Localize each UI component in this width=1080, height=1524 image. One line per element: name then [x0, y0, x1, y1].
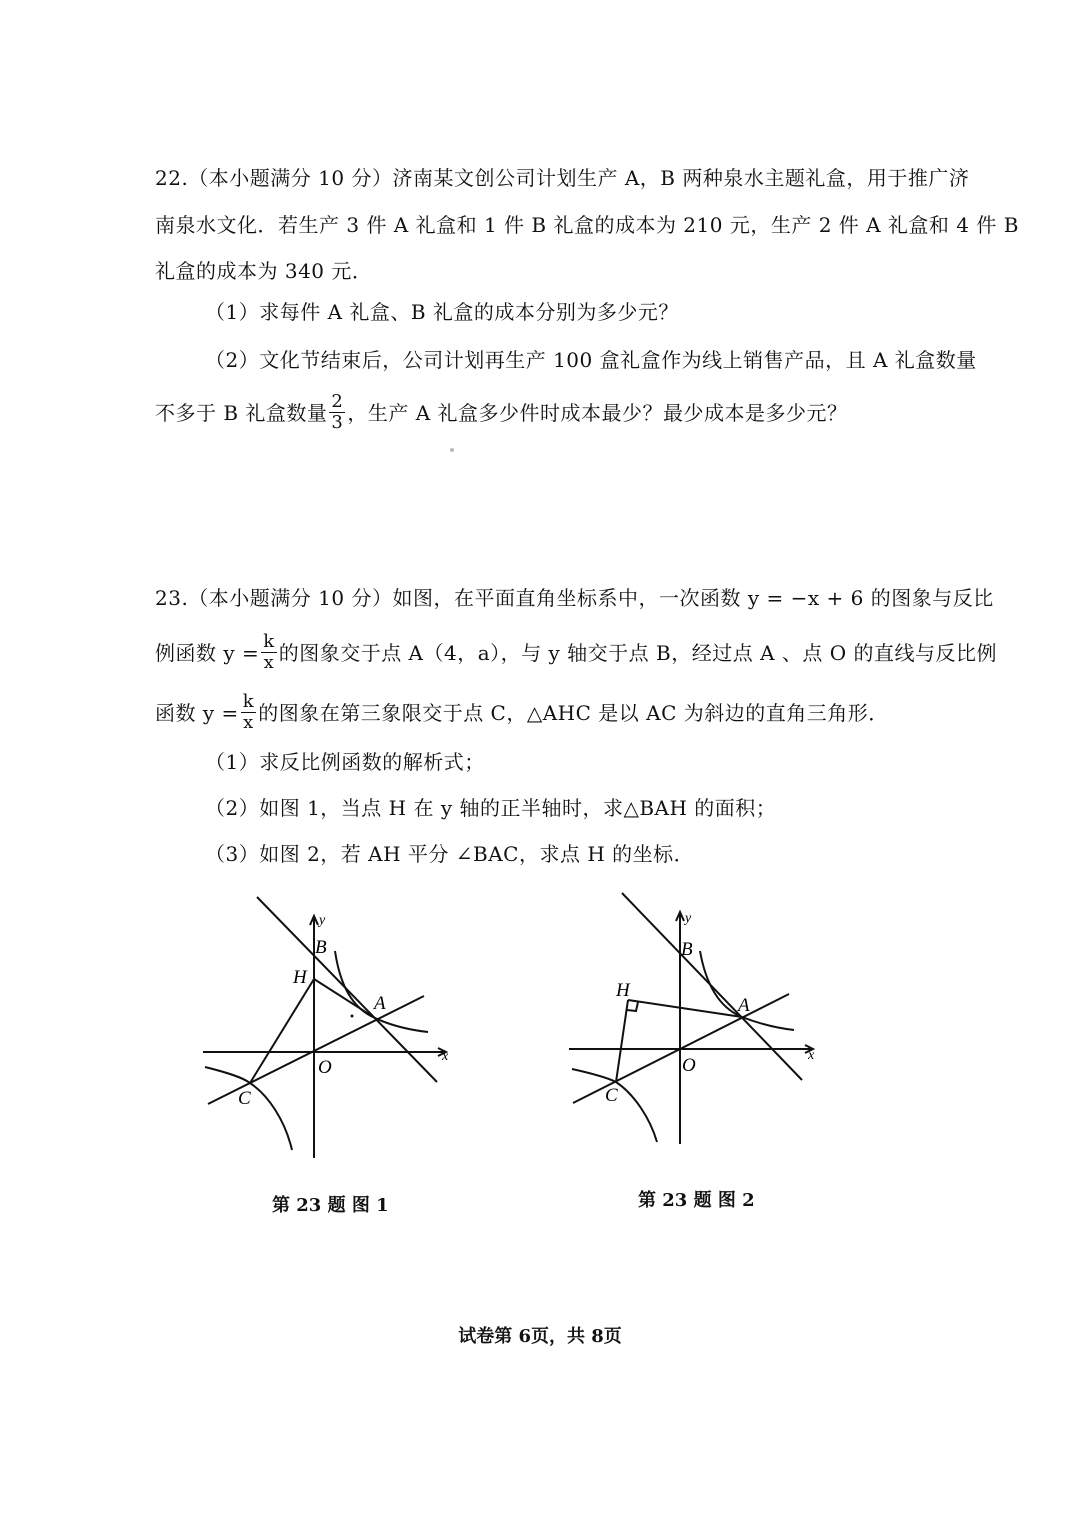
page-footer: 试卷第 6页，共 8页 — [458, 1326, 622, 1347]
q23-part-2: （2）如图 1，当点 H 在 y 轴的正半轴时，求△BAH 的面积； — [205, 796, 777, 820]
figure-1-diagram — [195, 885, 465, 1165]
q22-part-2-line-2 — [155, 391, 848, 435]
fraction-numerator: k — [242, 691, 255, 712]
q22-line-1: 22.（本小题满分 10 分）济南某文创公司计划生产 A，B 两种泉水主题礼盒，用于推广济 — [155, 166, 970, 190]
q22-fraction — [329, 392, 345, 433]
q22-part-2-pre: 不多于 B 礼盒数量 — [155, 401, 328, 425]
figure-2-caption: 第 23 题 图 2 — [638, 1190, 755, 1211]
label-C: C — [238, 1088, 251, 1109]
q23-line-3 — [155, 691, 889, 735]
q23-line-1: 23.（本小题满分 10 分）如图，在平面直角坐标系中，一次函数 y = −x + 6 的图象与反比 — [155, 586, 994, 610]
label-A: A — [738, 995, 750, 1016]
label-C: C — [605, 1085, 618, 1106]
label-B: B — [315, 937, 327, 958]
fraction-denominator: x — [243, 712, 254, 733]
q23-part-1: （1）求反比例函数的解析式； — [205, 750, 485, 774]
figure-1-caption: 第 23 题 图 1 — [272, 1195, 389, 1216]
label-H: H — [616, 980, 630, 1001]
label-H: H — [293, 967, 307, 988]
q22-part-1: （1）求每件 A 礼盒、B 礼盒的成本分别为多少元？ — [205, 300, 679, 324]
label-y: y — [319, 913, 326, 928]
q22-part-2-line-1: （2）文化节结束后，公司计划再生产 100 盒礼盒作为线上销售产品，且 A 礼盒数量 — [205, 348, 977, 372]
fraction-denominator: 3 — [331, 412, 344, 433]
q23-line-3-pre: 函数 y = — [155, 701, 239, 725]
fraction-numerator: 2 — [331, 391, 344, 412]
q23-part-3: （3）如图 2，若 AH 平分 ∠BAC，求点 H 的坐标． — [205, 842, 695, 866]
label-y: y — [685, 911, 692, 926]
label-O: O — [682, 1055, 696, 1076]
hyperbola-branch-q1 — [700, 951, 794, 1030]
label-A: A — [374, 993, 386, 1014]
figure-2-diagram — [560, 885, 830, 1165]
q23-line-2-pre: 例函数 y = — [155, 641, 260, 665]
q22-line-3: 礼盒的成本为 340 元． — [155, 259, 373, 283]
label-x: x — [442, 1049, 449, 1064]
q23-line-2 — [155, 631, 997, 675]
label-x: x — [808, 1048, 815, 1063]
label-B: B — [681, 939, 693, 960]
segment-HC — [616, 1000, 628, 1082]
fraction-numerator: k — [263, 631, 275, 652]
q23-fraction-1 — [261, 632, 276, 673]
fraction-denominator: x — [263, 652, 275, 673]
q23-line-3-post: 的图象在第三象限交于点 C，△AHC 是以 AC 为斜边的直角三角形． — [258, 701, 889, 725]
right-angle-marker — [627, 1002, 638, 1011]
q23-fraction-2 — [241, 692, 256, 733]
segment-HA — [628, 1000, 742, 1017]
label-O: O — [318, 1057, 332, 1078]
scan-speck — [450, 448, 454, 452]
q23-line-2-post: 的图象交于点 A（4，a），与 y 轴交于点 B，经过点 A 、点 O 的直线与反比例 — [278, 641, 997, 665]
q22-part-2-post: ，生产 A 礼盒多少件时成本最少？最少成本是多少元？ — [347, 401, 848, 425]
scan-dot — [351, 1015, 354, 1018]
q22-line-2: 南泉水文化．若生产 3 件 A 礼盒和 1 件 B 礼盒的成本为 210 元，生产 2 件 A 礼盒和 4 件 B — [155, 213, 1019, 237]
